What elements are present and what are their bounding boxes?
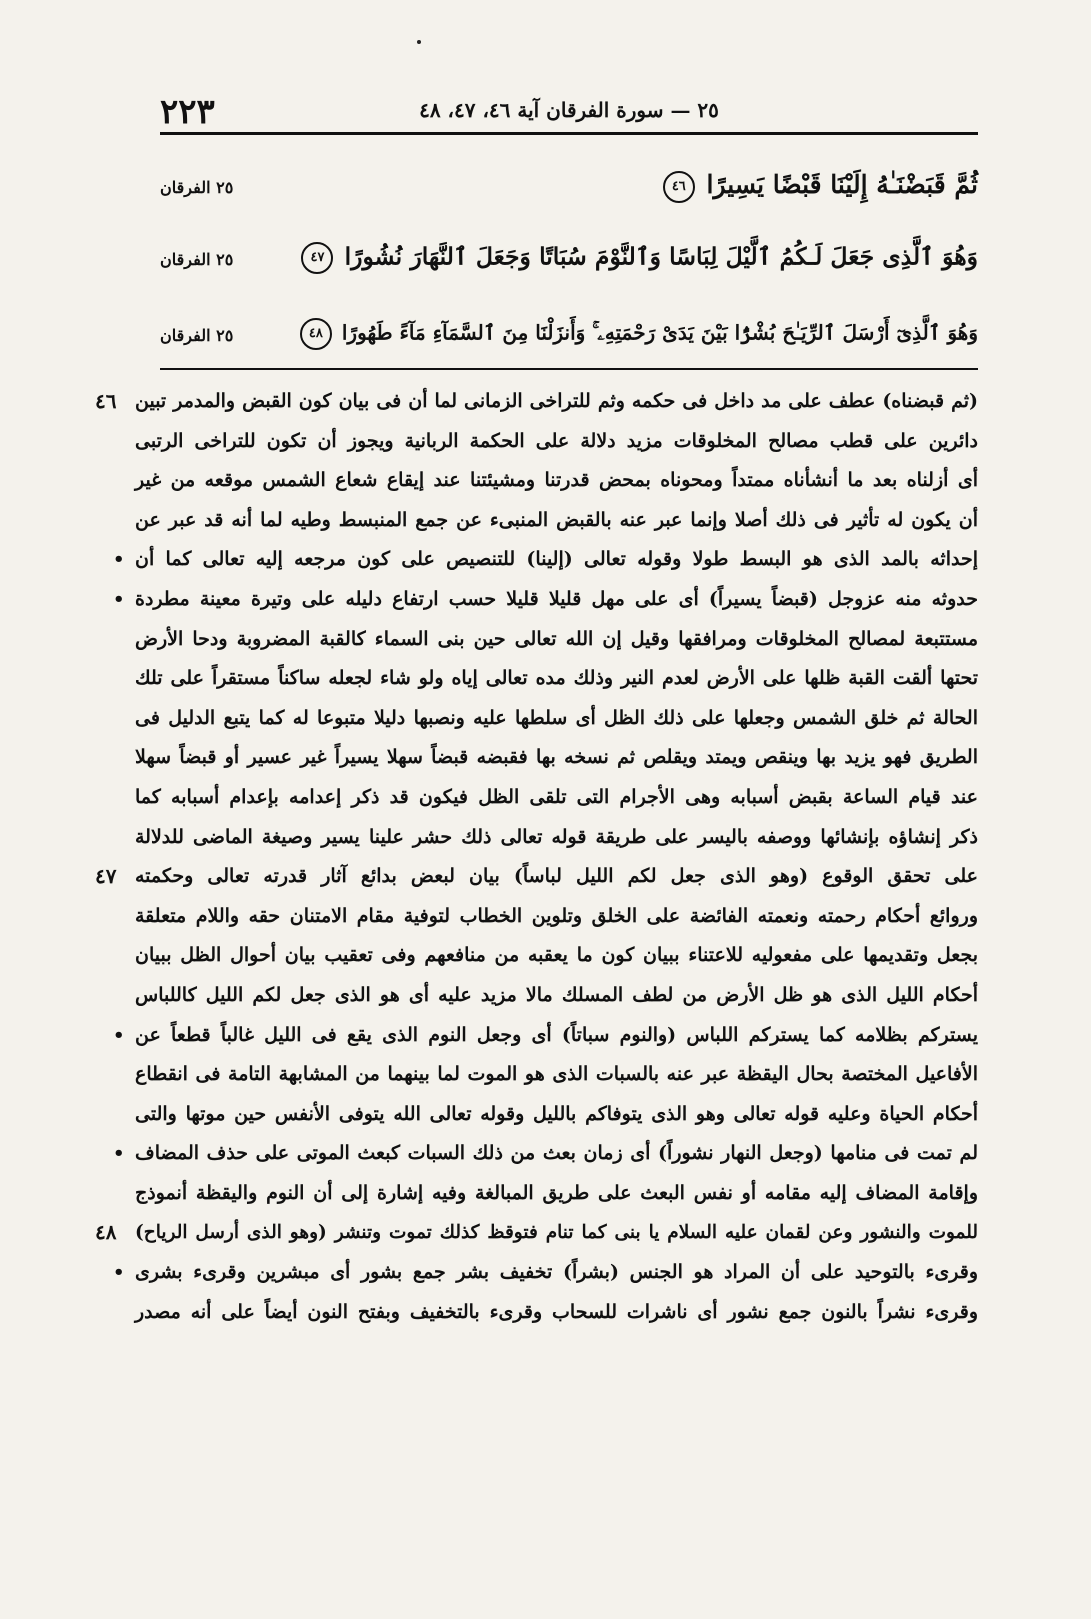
- page-header: [160, 92, 978, 136]
- commentary-line: [95, 461, 978, 501]
- ink-dot: [417, 40, 421, 44]
- commentary-line: [95, 501, 978, 541]
- margin-bullet-icon: •: [113, 1143, 125, 1165]
- verse-text: ثُمَّ قَبَضْنَـٰهُ إِلَيْنَا قَبْضًا يَسِيرًا ٤٦: [660, 170, 978, 203]
- commentary-line: [95, 976, 978, 1016]
- commentary-line: [95, 620, 978, 660]
- verse-46: [160, 170, 978, 226]
- verse-47: [160, 242, 978, 298]
- commentary-text: الأفاعيل المختصة بحال اليقظة عبر عنه بالسبات الذى هو الموت لما بينهما من المشابهة التامة فى انقطاع: [135, 1063, 978, 1086]
- commentary-text: لم تمت فى منامها (وجعل النهار نشوراً) أى زمان بعث من ذلك السبات كبعث الموتى على حذف المضاف: [135, 1142, 978, 1165]
- commentary-text: عند قيام الساعة بقبض أسبابه وهى الأجرام التى تلقى الظل فيكون قد ذكر إعدامه بإعدام أسبابه كما: [135, 785, 978, 808]
- margin-bullet-icon: •: [113, 549, 125, 571]
- commentary-line: [95, 1213, 978, 1253]
- commentary-line: [95, 659, 978, 699]
- margin-bullet-icon: •: [113, 588, 125, 610]
- commentary-text: الطريق فهو يزيد بها وينقص ويمتد ويقلص ثم نسخه بها فقبضه قبضاً سهلا يسيراً غير عسير أو قبضاً سهلا: [135, 746, 978, 769]
- verse-number-marker: ٤٦: [95, 389, 117, 413]
- commentary-line: [95, 1134, 978, 1174]
- surah-title: ٢٥ — سورة الفرقان آية ٤٦، ٤٧، ٤٨: [419, 98, 719, 122]
- verse-number-marker: ٤٨: [95, 1220, 117, 1245]
- commentary-text: الحالة ثم خلق الشمس وجعلها على ذلك الظل أى سلطها عليه ونصبها دليلا متبوعا له كما يتبع الدليل فى: [135, 706, 978, 729]
- commentary-text: حدوثه منه عزوجل (قبضاً يسيراً) أى على مهل قليلا قليلا حسب ارتفاع دليله على وتيرة معينة مطردة: [135, 587, 978, 610]
- commentary-line: [95, 1253, 978, 1293]
- commentary-text: للموت والنشور وعن لقمان عليه السلام يا بنى كما تنام فتوقظ كذلك تموت وتنشر (وهو الذى أرسل الرياح): [135, 1222, 978, 1244]
- verse-reference: ٢٥ الفرقان: [160, 326, 234, 345]
- commentary-line: [95, 738, 978, 778]
- margin-bullet-icon: •: [113, 1024, 125, 1046]
- header-rule: [160, 132, 978, 135]
- commentary-line: [95, 699, 978, 739]
- commentary-text: إحداثه بالمد الذى هو البسط طولا وقوله تعالى (إلينا) للتنصيص على كون مرجعه إليه تعالى كما أن: [135, 548, 978, 571]
- commentary-text: وروائع أحكام رحمته ونعمته الفائضة على الخلق وتلوين الخطاب لتوفية مقام الامتنان حقه واللام متعلقة: [135, 904, 978, 927]
- commentary-line: [95, 1016, 978, 1056]
- commentary-line: [95, 422, 978, 462]
- verse-number-marker: ٤٧: [95, 864, 117, 889]
- commentary-text: وقرىء نشراً بالنون جمع نشور أى ناشرات للسحاب وقرىء بالتخفيف وبفتح النون أيضاً على أنه مصدر: [135, 1300, 978, 1323]
- commentary-line: [95, 1095, 978, 1135]
- commentary-text: على تحقق الوقوع (وهو الذى جعل لكم الليل لباساً) بيان لبعض بدائع آثار قدرته تعالى وحكمته: [135, 865, 978, 888]
- ayah-number-marker: ٤٦: [663, 171, 695, 203]
- verse-reference: ٢٥ الفرقان: [160, 178, 234, 197]
- commentary-block: [95, 382, 978, 1332]
- verse-48: [160, 318, 978, 374]
- commentary-line: [95, 857, 978, 897]
- verse-reference: ٢٥ الفرقان: [160, 250, 234, 269]
- verse-text: وَهُوَ ٱلَّذِى جَعَلَ لَـكُمُ ٱلَّيْلَ لِبَاسًا وَٱلنَّوْمَ سُبَاتًا وَجَعَلَ ٱلنَّهَارَ نُشُورًا ٤٧: [298, 242, 978, 274]
- commentary-text: وقرىء بالتوحيد على أن المراد هو الجنس (بشراً) تخفيف بشر جمع بشور أى مبشرين وقرىء بشرى: [135, 1261, 978, 1284]
- commentary-line: [95, 1293, 978, 1333]
- commentary-text: أحكام الليل الذى هو ظل الأرض من لطف المسلك مالا مزيد عليه أى هو الذى جعل لكم الليل كاللباس: [135, 983, 978, 1006]
- commentary-line: [95, 936, 978, 976]
- commentary-text: ذكر إنشاؤه بإنشائها ووصفه باليسر على طريقة قوله تعالى ذلك حشر علينا يسير وصيغة الماضى للدلالة: [135, 825, 978, 848]
- commentary-line: [95, 382, 978, 422]
- commentary-text: أى أزلناه بعد ما أنشأناه ممتداً ومحوناه بمحض قدرتنا ومشيئتنا عند إيقاع شعاع الشمس موقعه من غير: [135, 469, 978, 492]
- commentary-text: تحتها ألقت القبة ظلها على الأرض لعدم النير وذلك مده تعالى إياه ولو شاء لجعله ساكناً مستقراً على تلك: [135, 667, 978, 690]
- commentary-text: أحكام الحياة وعليه قوله تعالى وهو الذى يتوفاكم بالليل وقوله تعالى الله يتوفى الأنفس حين موتها والتى: [135, 1102, 978, 1125]
- verse-text: وَهُوَ ٱلَّذِىٓ أَرْسَلَ ٱلرِّيَـٰحَ بُشْرًۢا بَيْنَ يَدَىْ رَحْمَتِهِۦ ۚ وَأَنزَلْنَا مِنَ ٱلسَّمَآءِ مَآءً طَهُورًا ٤٨: [297, 318, 978, 350]
- commentary-text: مستتبعة لمصالح المخلوقات ومرافقها وقيل إن الله تعالى حين بنى السماء كالقبة المضروبة ودحا الأرض: [135, 627, 978, 650]
- commentary-text: يستركم بظلامه كما يستركم اللباس (والنوم سباتاً) أى وجعل النوم الذى يقع فى الليل غالباً قطعاً عن: [135, 1023, 978, 1046]
- commentary-text: بجعل وتقديمها على مفعوليه للاعتناء ببيان كون ما يعقبه من منافعهم وفى تعقيب بيان أحوال الظل ببيان: [135, 944, 978, 967]
- commentary-text: وإقامة المضاف إليه مقامه أو نفس البعث على طريق المبالغة وفيه إشارة إلى أن النوم واليقظة أنموذج: [135, 1181, 978, 1204]
- margin-bullet-icon: •: [113, 1262, 125, 1284]
- commentary-line: [95, 540, 978, 580]
- commentary-line: [95, 778, 978, 818]
- commentary-text: دائرين على قطب مصالح المخلوقات مزيد دلالة على الحكمة الربانية ويجوز أن تكون للتراخى الرتبى: [135, 429, 978, 452]
- commentary-text: أن يكون له تأثير فى ذلك أصلا وإنما عبر عنه بالقبض المنبىء عن جمع المنبسط وطيه لما أنه قد عبر عن: [135, 508, 978, 531]
- ayah-number-marker: ٤٨: [300, 318, 332, 350]
- commentary-line: [95, 1055, 978, 1095]
- section-divider: [160, 368, 978, 370]
- commentary-text: (ثم قبضناه) عطف على مد داخل فى حكمه وثم للتراخى الزمانى لما أن فى بيان كون القبض والمدمر تبين: [135, 390, 978, 412]
- page-number: ٢٢٣: [160, 92, 215, 132]
- commentary-line: [95, 580, 978, 620]
- commentary-line: [95, 1174, 978, 1214]
- commentary-line: [95, 897, 978, 937]
- commentary-line: [95, 818, 978, 858]
- ayah-number-marker: ٤٧: [301, 242, 333, 274]
